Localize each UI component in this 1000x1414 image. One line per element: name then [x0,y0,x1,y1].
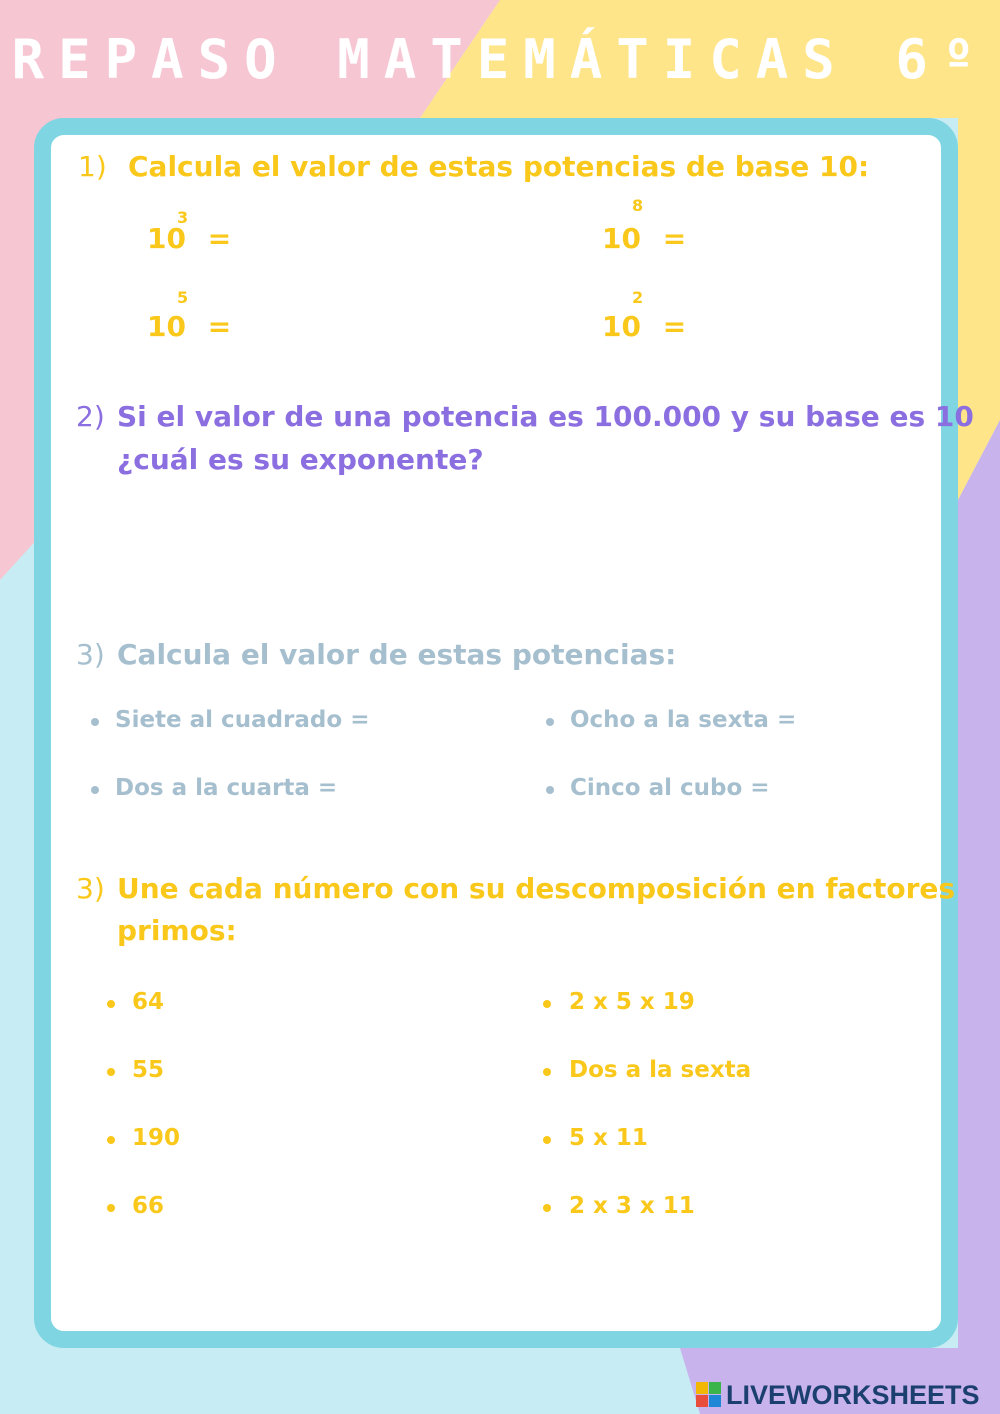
power-base: 10 [602,310,641,343]
q1-text: Calcula el valor de estas potencias de base 10: [128,150,870,183]
power-exponent: 5 [177,288,189,307]
q2-number: 2) [76,400,105,433]
q4-line2: primos: [117,914,237,947]
match-right-item[interactable]: 2 x 5 x 19 [569,989,695,1015]
q3-item-4: Cinco al cubo = [570,775,770,801]
q4-line1: Une cada número con su descomposición en factores [117,872,956,905]
liveworksheets-logo [696,1378,980,1412]
q3-item-3: Dos a la cuarta = [115,775,338,801]
power-10-3 [147,208,232,255]
power-exponent: 3 [177,208,189,227]
power-exponent: 2 [632,288,644,307]
q3-number: 3) [76,638,105,671]
equals-sign: = [662,222,687,255]
equals-sign: = [207,310,232,343]
q1-number: 1) [78,150,107,183]
q3-item-1: Siete al cuadrado = [115,707,370,733]
match-left-item[interactable]: 66 [132,1193,165,1219]
bullet-dot [107,1136,115,1144]
bullet-dot [543,1204,551,1212]
bullet-dot [91,786,99,794]
logo-text: LIVEWORKSHEETS [726,1379,980,1410]
bullet-dot [543,1068,551,1076]
bullet-dot [107,1000,115,1008]
bullet-dot [546,718,554,726]
q2-line2: ¿cuál es su exponente? [117,443,484,476]
match-right-item[interactable]: Dos a la sexta [569,1057,752,1083]
bullet-dot [543,1136,551,1144]
bullet-dot [107,1068,115,1076]
match-left-item[interactable]: 190 [132,1125,181,1151]
match-left-item[interactable]: 55 [132,1057,165,1083]
bullet-dot [543,1000,551,1008]
q3-item-2: Ocho a la sexta = [570,707,797,733]
match-right-item[interactable]: 5 x 11 [569,1125,648,1151]
q3-text: Calcula el valor de estas potencias: [117,638,677,671]
power-base: 10 [147,310,186,343]
page-title: REPASO MATEMÁTICAS 6º [11,28,989,91]
bullet-dot [91,718,99,726]
power-10-8 [602,196,687,255]
q4-number: 3) [76,872,105,905]
power-exponent: 8 [632,196,644,215]
power-10-2 [602,288,687,343]
power-base: 10 [602,222,641,255]
liveworksheets-logo-icon [696,1382,722,1408]
match-right-item[interactable]: 2 x 3 x 11 [569,1193,695,1219]
match-left-item[interactable]: 64 [132,989,165,1015]
equals-sign: = [207,222,232,255]
q2-line1: Si el valor de una potencia es 100.000 y su base es 10 [117,400,974,433]
equals-sign: = [662,310,687,343]
worksheet-card [34,118,958,1348]
bullet-dot [107,1204,115,1212]
power-base: 10 [147,222,186,255]
power-10-5 [147,288,232,343]
bullet-dot [546,786,554,794]
